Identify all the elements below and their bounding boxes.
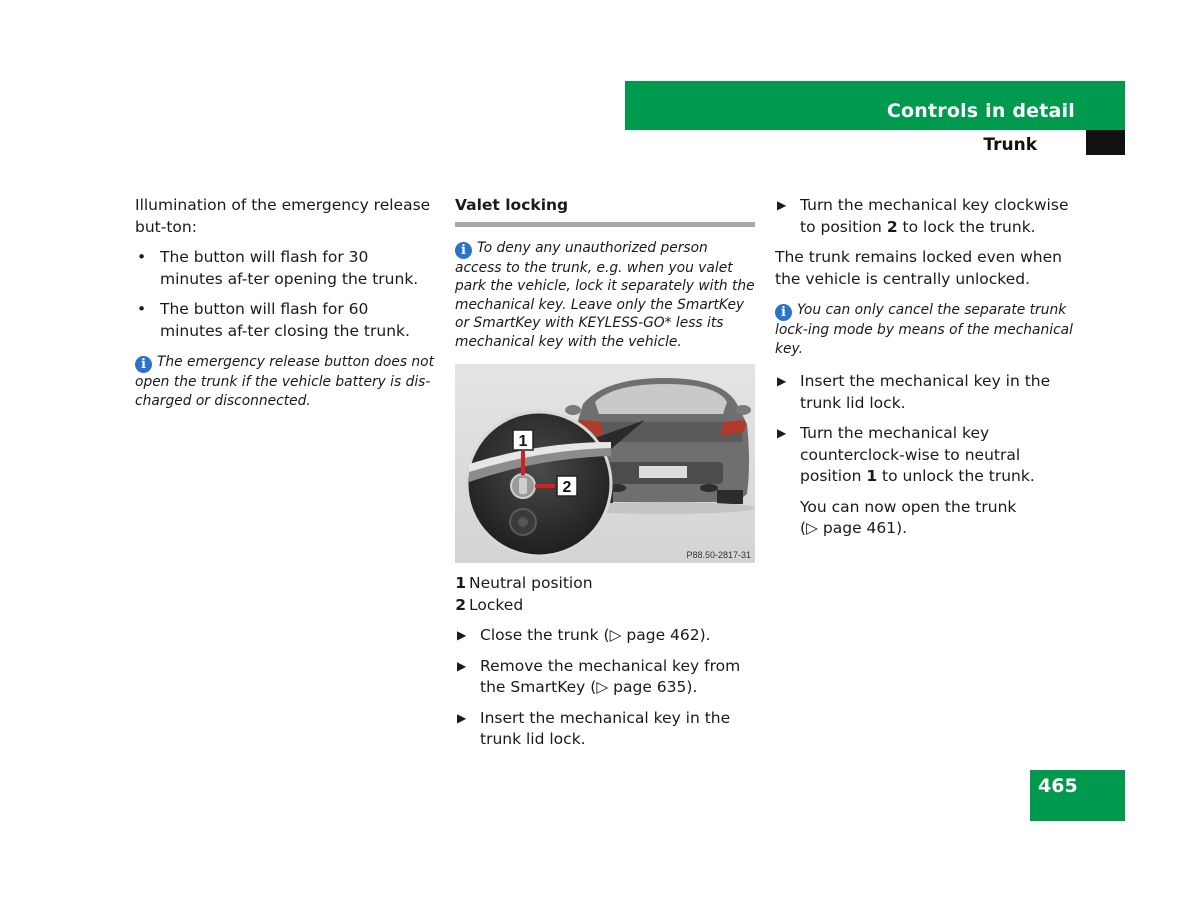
list-item: • The button will flash for 30 minutes af-ter opening the trunk. xyxy=(137,248,419,288)
info-note: i You can only cancel the separate trunk lock-ing mode by means of the mechanical key. xyxy=(775,302,1073,357)
triangle-right-icon: ▶ xyxy=(777,374,787,388)
triangle-right-icon: ▶ xyxy=(777,426,787,440)
section-title: Controls in detail xyxy=(886,100,1075,122)
callout-label-1: 1 xyxy=(518,433,528,450)
info-icon: i xyxy=(135,356,152,373)
step-item: ▶ Remove the mechanical key from the SmartKey (▷ page 635). xyxy=(457,656,741,696)
paragraph: The trunk remains locked even when the vehicle is centrally unlocked. xyxy=(775,248,1062,288)
triangle-right-icon: ▶ xyxy=(457,628,467,642)
subsection-title: Trunk xyxy=(983,135,1037,155)
intro-text: Illumination of the emergency release but-ton: xyxy=(135,196,431,236)
magnified-lock-detail xyxy=(467,412,611,556)
column-3 xyxy=(775,195,1085,540)
legend-item: 2 Locked xyxy=(455,595,524,614)
result-text: You can now open the trunk (▷ page 461). xyxy=(800,497,1017,537)
info-note: i To deny any unauthorized person access to the trunk, e.g. when you valet park the vehicle, lock it separately with the mechanical key. Leave only the SmartKey or SmartKey with KEYLESS-GO* less its mechanical key with the vehicle. xyxy=(455,239,755,350)
step-item: ▶ Close the trunk (▷ page 462). xyxy=(455,625,755,647)
bullet-dot-icon: • xyxy=(137,248,147,266)
callout-label-2: 2 xyxy=(562,479,572,496)
legend-item: 1 Neutral position xyxy=(455,574,593,592)
column-1 xyxy=(135,195,435,423)
page-number: 465 xyxy=(1038,775,1078,797)
info-note: i The emergency release button does not open the trunk if the vehicle battery is dis-charged or disconnected. xyxy=(135,354,435,409)
info-icon: i xyxy=(775,304,792,321)
bullet-dot-icon: • xyxy=(137,300,147,318)
triangle-right-icon: ▶ xyxy=(457,710,467,725)
triangle-right-icon: ▶ xyxy=(777,198,787,212)
step-item: ▶ Insert the mechanical key in the trunk lid lock. xyxy=(777,372,1051,412)
step-item: ▶ Turn the mechanical key counterclock-wise to neutral position 1 to unlock the trunk. xyxy=(777,424,1035,485)
subsection-marker xyxy=(1086,130,1125,155)
list-item: • The button will flash for 60 minutes af-ter closing the trunk. xyxy=(137,300,410,340)
column-2 xyxy=(455,195,755,760)
section-heading: Valet locking xyxy=(455,195,755,227)
triangle-right-icon: ▶ xyxy=(457,658,467,673)
info-icon: i xyxy=(455,242,472,259)
step-item: ▶ Turn the mechanical key clockwise to position 2 to lock the trunk. xyxy=(777,196,1069,236)
step-item: ▶ Insert the mechanical key in the trunk lid lock. xyxy=(457,708,731,748)
figure-code: P88.50-2817-31 xyxy=(686,550,751,560)
trunk-lock-illustration xyxy=(455,364,755,563)
